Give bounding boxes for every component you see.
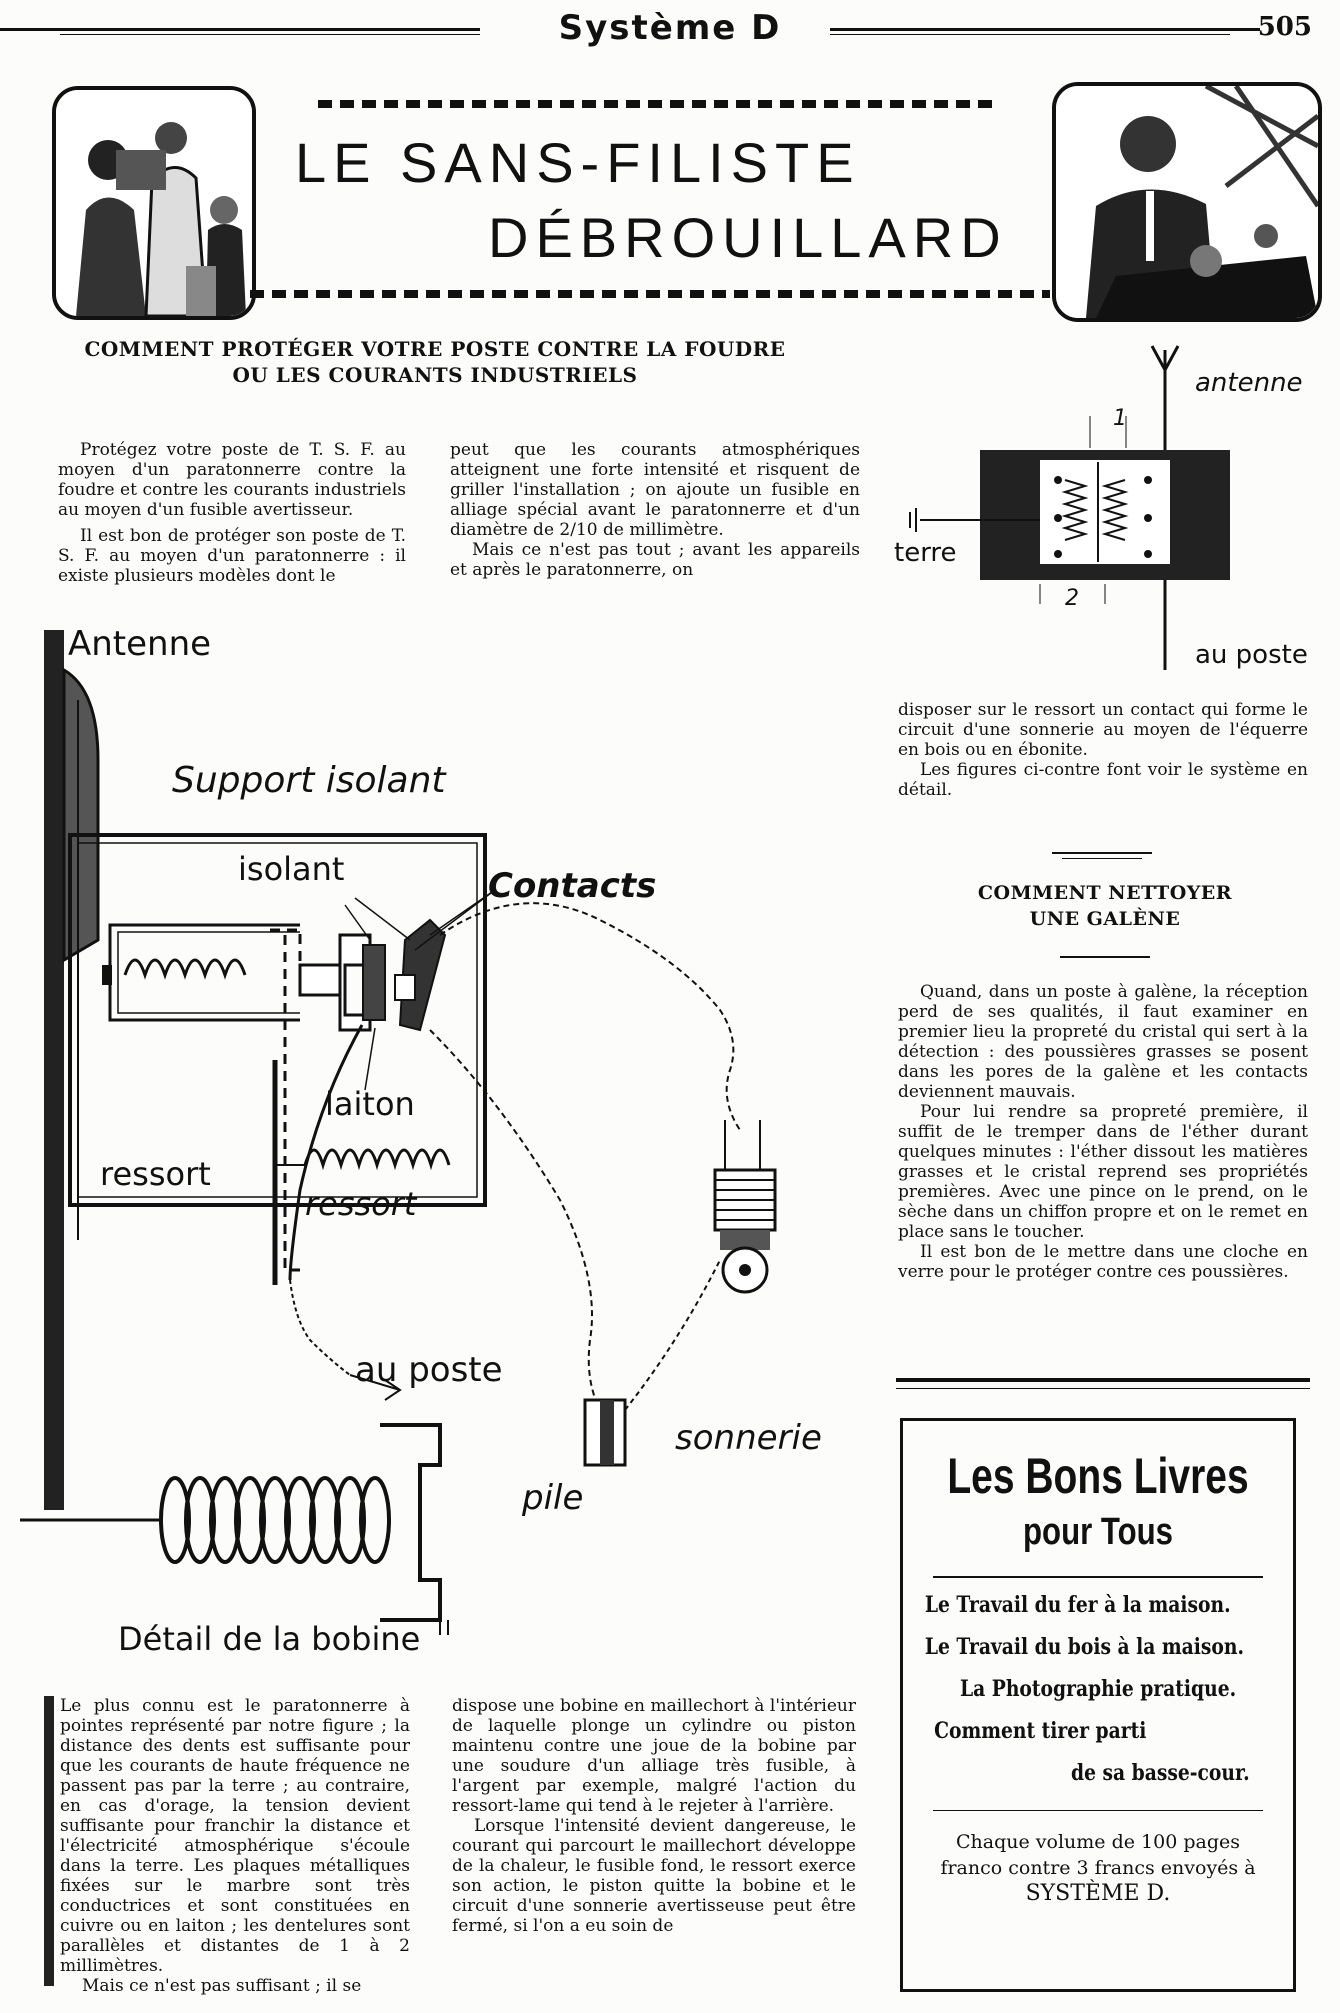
divider-section2 bbox=[1060, 956, 1150, 958]
label-dimension-1: 1 bbox=[1113, 406, 1127, 431]
article2-p2: Pour lui rendre sa propreté première, il suffit de le tremper dans de l'éther durant quelques minutes : l'éther dissout les matières grasses et le cristal reprend ses propriétés premières. Avec une pince on le prend, on le sèche dans un chiffon propre et on le remet en place sans le toucher. bbox=[898, 1102, 1308, 1242]
label-spring-left: ressort bbox=[100, 1155, 211, 1193]
advert-item-3: La Photographie pratique. bbox=[960, 1676, 1237, 1702]
advert-rule-2 bbox=[933, 1810, 1263, 1811]
section2-heading bbox=[900, 880, 1310, 932]
divider-before-advert-thin bbox=[896, 1388, 1310, 1389]
article1-col1-p2: Il est bon de protéger son poste de T. S. F. au moyen d'un paratonnerre : il existe plusieurs modèles dont le bbox=[58, 526, 406, 586]
article1-col2-p2: Mais ce n'est pas tout ; avant les appareils et après le paratonnerre, on bbox=[450, 540, 860, 580]
article1-col3 bbox=[898, 700, 1308, 800]
section1-heading-line2: OU LES COURANTS INDUSTRIELS bbox=[232, 363, 638, 387]
section2-heading-line2: UNE GALÈNE bbox=[1029, 908, 1181, 930]
article1-col2-p1: peut que les courants atmosphériques atteignent une forte intensité et risquent de griller l'installation ; on ajoute un fusible en alliage spécial avant le paratonnerre et d'un diamètre de 2/10 de millimètre. bbox=[450, 440, 860, 540]
label-to-set-large: au poste bbox=[355, 1350, 503, 1390]
journal-title: Système D bbox=[0, 8, 1340, 48]
divider-short bbox=[1052, 852, 1152, 854]
article1-col1-bottom-p2: Mais ce n'est pas suffisant ; il se bbox=[82, 1976, 362, 1996]
advert-item-5: de sa basse-cour. bbox=[1071, 1760, 1250, 1786]
advert-item-1: Le Travail du fer à la maison. bbox=[924, 1592, 1231, 1618]
label-brass: laiton bbox=[325, 1085, 415, 1123]
divider-short-2 bbox=[1062, 858, 1142, 859]
article1-col2-top bbox=[450, 440, 860, 580]
article2-body bbox=[898, 982, 1308, 1282]
banner-illustration-left bbox=[52, 86, 256, 320]
advert-title: Les Bons Livres bbox=[947, 1448, 1249, 1504]
page-number: 505 bbox=[1257, 12, 1312, 42]
label-to-set-small: au poste bbox=[1195, 640, 1308, 670]
advert-item-2: Le Travail du bois à la maison. bbox=[924, 1634, 1244, 1660]
label-dimension-2: 2 bbox=[1065, 586, 1079, 611]
article1-col1-p1: Protégez votre poste de T. S. F. au moyen d'un paratonnerre contre la foudre et contre les courants industriels au moyen d'un fusible avertisseur. bbox=[58, 440, 406, 520]
label-spring-right: ressort bbox=[305, 1185, 417, 1223]
article1-col3-p2: Les figures ci-contre font voir le système en détail. bbox=[898, 760, 1308, 800]
figure-fuse-alarm bbox=[0, 620, 880, 1670]
label-antenna-large: Antenne bbox=[68, 624, 212, 664]
label-contacts: Contacts bbox=[488, 866, 657, 906]
section2-heading-line1: COMMENT NETTOYER bbox=[977, 882, 1233, 904]
article1-col1-bottom-p1: Le plus connu est le paratonnerre à pointes représenté par notre figure ; la distance des dents est suffisante pour que les courants de haute fréquence ne passent pas par la terre ; au contraire, en cas d'orage, la tension devient suffisante pour franchir la distance et l'électricité atmosphérique s'écoule dans la terre. Les plaques métalliques fixées sur le marbre sont très conductrices et sont constituées en cuivre ou en laiton ; les dentelures sont parallèles et distantes de 1 à 2 millimètres. bbox=[60, 1696, 410, 1976]
divider-before-advert bbox=[896, 1378, 1310, 1382]
label-insulator: isolant bbox=[238, 850, 345, 888]
label-coil-detail: Détail de la bobine bbox=[118, 1620, 421, 1658]
label-battery: pile bbox=[522, 1478, 584, 1518]
banner-dotted-top bbox=[318, 100, 998, 108]
article1-col3-p1: disposer sur le ressort un contact qui forme le circuit d'une sonnerie au moyen de l'équerre en bois ou en ébonite. bbox=[898, 700, 1308, 760]
article1-col2-bottom-p1: dispose une bobine en maillechort à l'intérieur de laquelle plonge un cylindre ou piston maintenu contre une joue de la bobine par une soudure d'un alliage très fusible, à l'argent par exemple, malgré l'action du ressort-lame qui tend à le rejeter à l'arrière. bbox=[452, 1696, 856, 1816]
section1-heading-line1: COMMENT PROTÉGER VOTRE POSTE CONTRE LA FOUDRE bbox=[84, 337, 786, 361]
bottom-left-edge-shade bbox=[44, 1696, 54, 1986]
banner-illustration-right bbox=[1052, 82, 1322, 322]
label-earth: terre bbox=[894, 538, 957, 568]
advert-box bbox=[900, 1418, 1296, 1992]
advert-subtitle: pour Tous bbox=[1022, 1511, 1174, 1553]
article1-col2-bottom-p2: Lorsque l'intensité devient dangereuse, le courant qui parcourt le maillechort développe de la chaleur, le fusible fond, le ressort exerce son action, le piston quitte la bobine et le circuit d'une sonnerie avertisseuse peut être fermé, si l'on a eu soin de bbox=[452, 1816, 856, 1936]
banner-title-line2: DÉBROUILLARD bbox=[488, 206, 1008, 269]
article2-p3: Il est bon de le mettre dans une cloche en verre pour le protéger contre ces poussières. bbox=[898, 1242, 1308, 1282]
article1-col1-top bbox=[58, 440, 406, 586]
advert-footer-line1: Chaque volume de 100 pages bbox=[956, 1831, 1240, 1853]
label-antenna-small: antenne bbox=[1195, 368, 1303, 398]
article1-col1-bottom bbox=[60, 1696, 410, 1996]
advert-footer-line2: franco contre 3 francs envoyés à bbox=[940, 1857, 1256, 1879]
advert-footer-line3: SYSTÈME D. bbox=[1025, 1881, 1171, 1906]
label-bell: sonnerie bbox=[675, 1418, 822, 1458]
article2-p1: Quand, dans un poste à galène, la réception perd de ses qualités, il faut examiner en premier lieu la propreté du cristal qui sert à la détection : des poussières grasses se posent dans les pores de la galène et les contacts deviennent mauvais. bbox=[898, 982, 1308, 1102]
advert-rule bbox=[933, 1576, 1263, 1578]
advert-item-4: Comment tirer parti bbox=[934, 1718, 1147, 1744]
banner-title-line1: LE SANS-FILISTE bbox=[295, 131, 861, 194]
figure-lightning-arrester bbox=[890, 340, 1320, 680]
banner-dotted-bottom bbox=[250, 290, 1050, 298]
label-insulating-support: Support isolant bbox=[172, 760, 446, 801]
section1-heading bbox=[50, 336, 820, 388]
article1-col2-bottom bbox=[452, 1696, 856, 1936]
advert-footer bbox=[903, 1829, 1293, 1907]
